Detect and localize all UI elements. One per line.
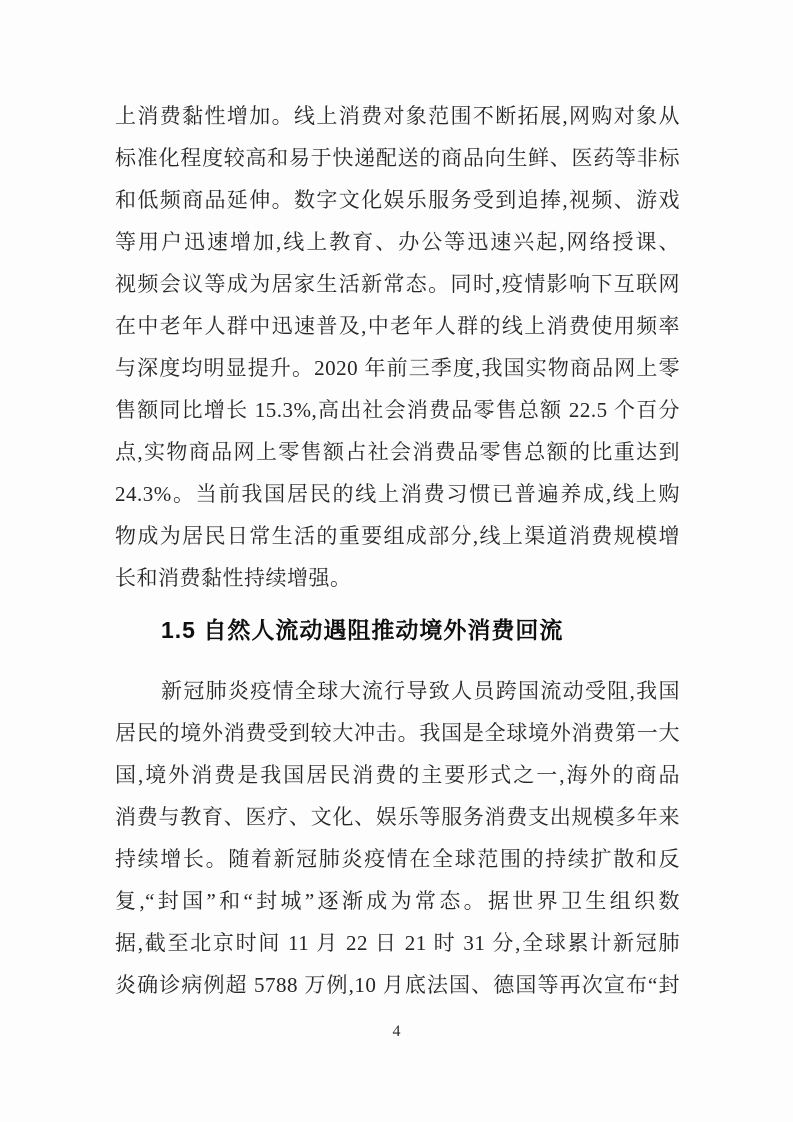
- paragraph-line: 上消费黏性增加。线上消费对象范围不断拓展,网购对象从: [115, 104, 680, 128]
- page-number: 4: [392, 1023, 401, 1040]
- paragraph-line: 在中老年人群中迅速普及,中老年人群的线上消费使用频率: [115, 314, 680, 338]
- paragraph-2: [115, 670, 680, 1006]
- paragraph-line: 据,截至北京时间 11 月 22 日 21 时 31 分,全球累计新冠肺: [115, 931, 680, 955]
- paragraph-line: 视频会议等成为居家生活新常态。同时,疫情影响下互联网: [115, 272, 680, 296]
- paragraph-line: 24.3%。当前我国居民的线上消费习惯已普遍养成,线上购: [115, 482, 680, 506]
- paragraph-line: 等用户迅速增加,线上教育、办公等迅速兴起,网络授课、: [115, 230, 680, 254]
- paragraph-line: 国,境外消费是我国居民消费的主要形式之一,海外的商品: [115, 763, 680, 787]
- paragraph-line: 消费与教育、医疗、文化、娱乐等服务消费支出规模多年来: [115, 805, 680, 829]
- paragraph-line: 炎确诊病例超 5788 万例,10 月底法国、德国等再次宣布“封: [115, 973, 680, 997]
- paragraph-line: 物成为居民日常生活的重要组成部分,线上渠道消费规模增: [115, 524, 680, 548]
- paragraph-line: 标准化程度较高和易于快递配送的商品向生鲜、医药等非标: [115, 146, 680, 170]
- paragraph-line: 与深度均明显提升。2020 年前三季度,我国实物商品网上零: [115, 356, 680, 380]
- paragraph-1: [115, 95, 680, 599]
- paragraph-line: 持续增长。随着新冠肺炎疫情在全球范围的持续扩散和反: [115, 847, 680, 871]
- paragraph-line: 新冠肺炎疫情全球大流行导致人员跨国流动受阻,我国: [161, 679, 680, 703]
- section-heading: 1.5 自然人流动遇阻推动境外消费回流: [161, 617, 564, 643]
- paragraph-line: 点,实物商品网上零售额占社会消费品零售总额的比重达到: [115, 440, 680, 464]
- paragraph-line: 居民的境外消费受到较大冲击。我国是全球境外消费第一大: [115, 721, 680, 745]
- paragraph-line: 复,“封国”和“封城”逐渐成为常态。据世界卫生组织数: [115, 889, 680, 913]
- paragraph-line: 售额同比增长 15.3%,高出社会消费品零售总额 22.5 个百分: [115, 398, 680, 422]
- paragraph-line: 长和消费黏性持续增强。: [115, 566, 352, 590]
- paragraph-line: 和低频商品延伸。数字文化娱乐服务受到追捧,视频、游戏: [115, 188, 680, 212]
